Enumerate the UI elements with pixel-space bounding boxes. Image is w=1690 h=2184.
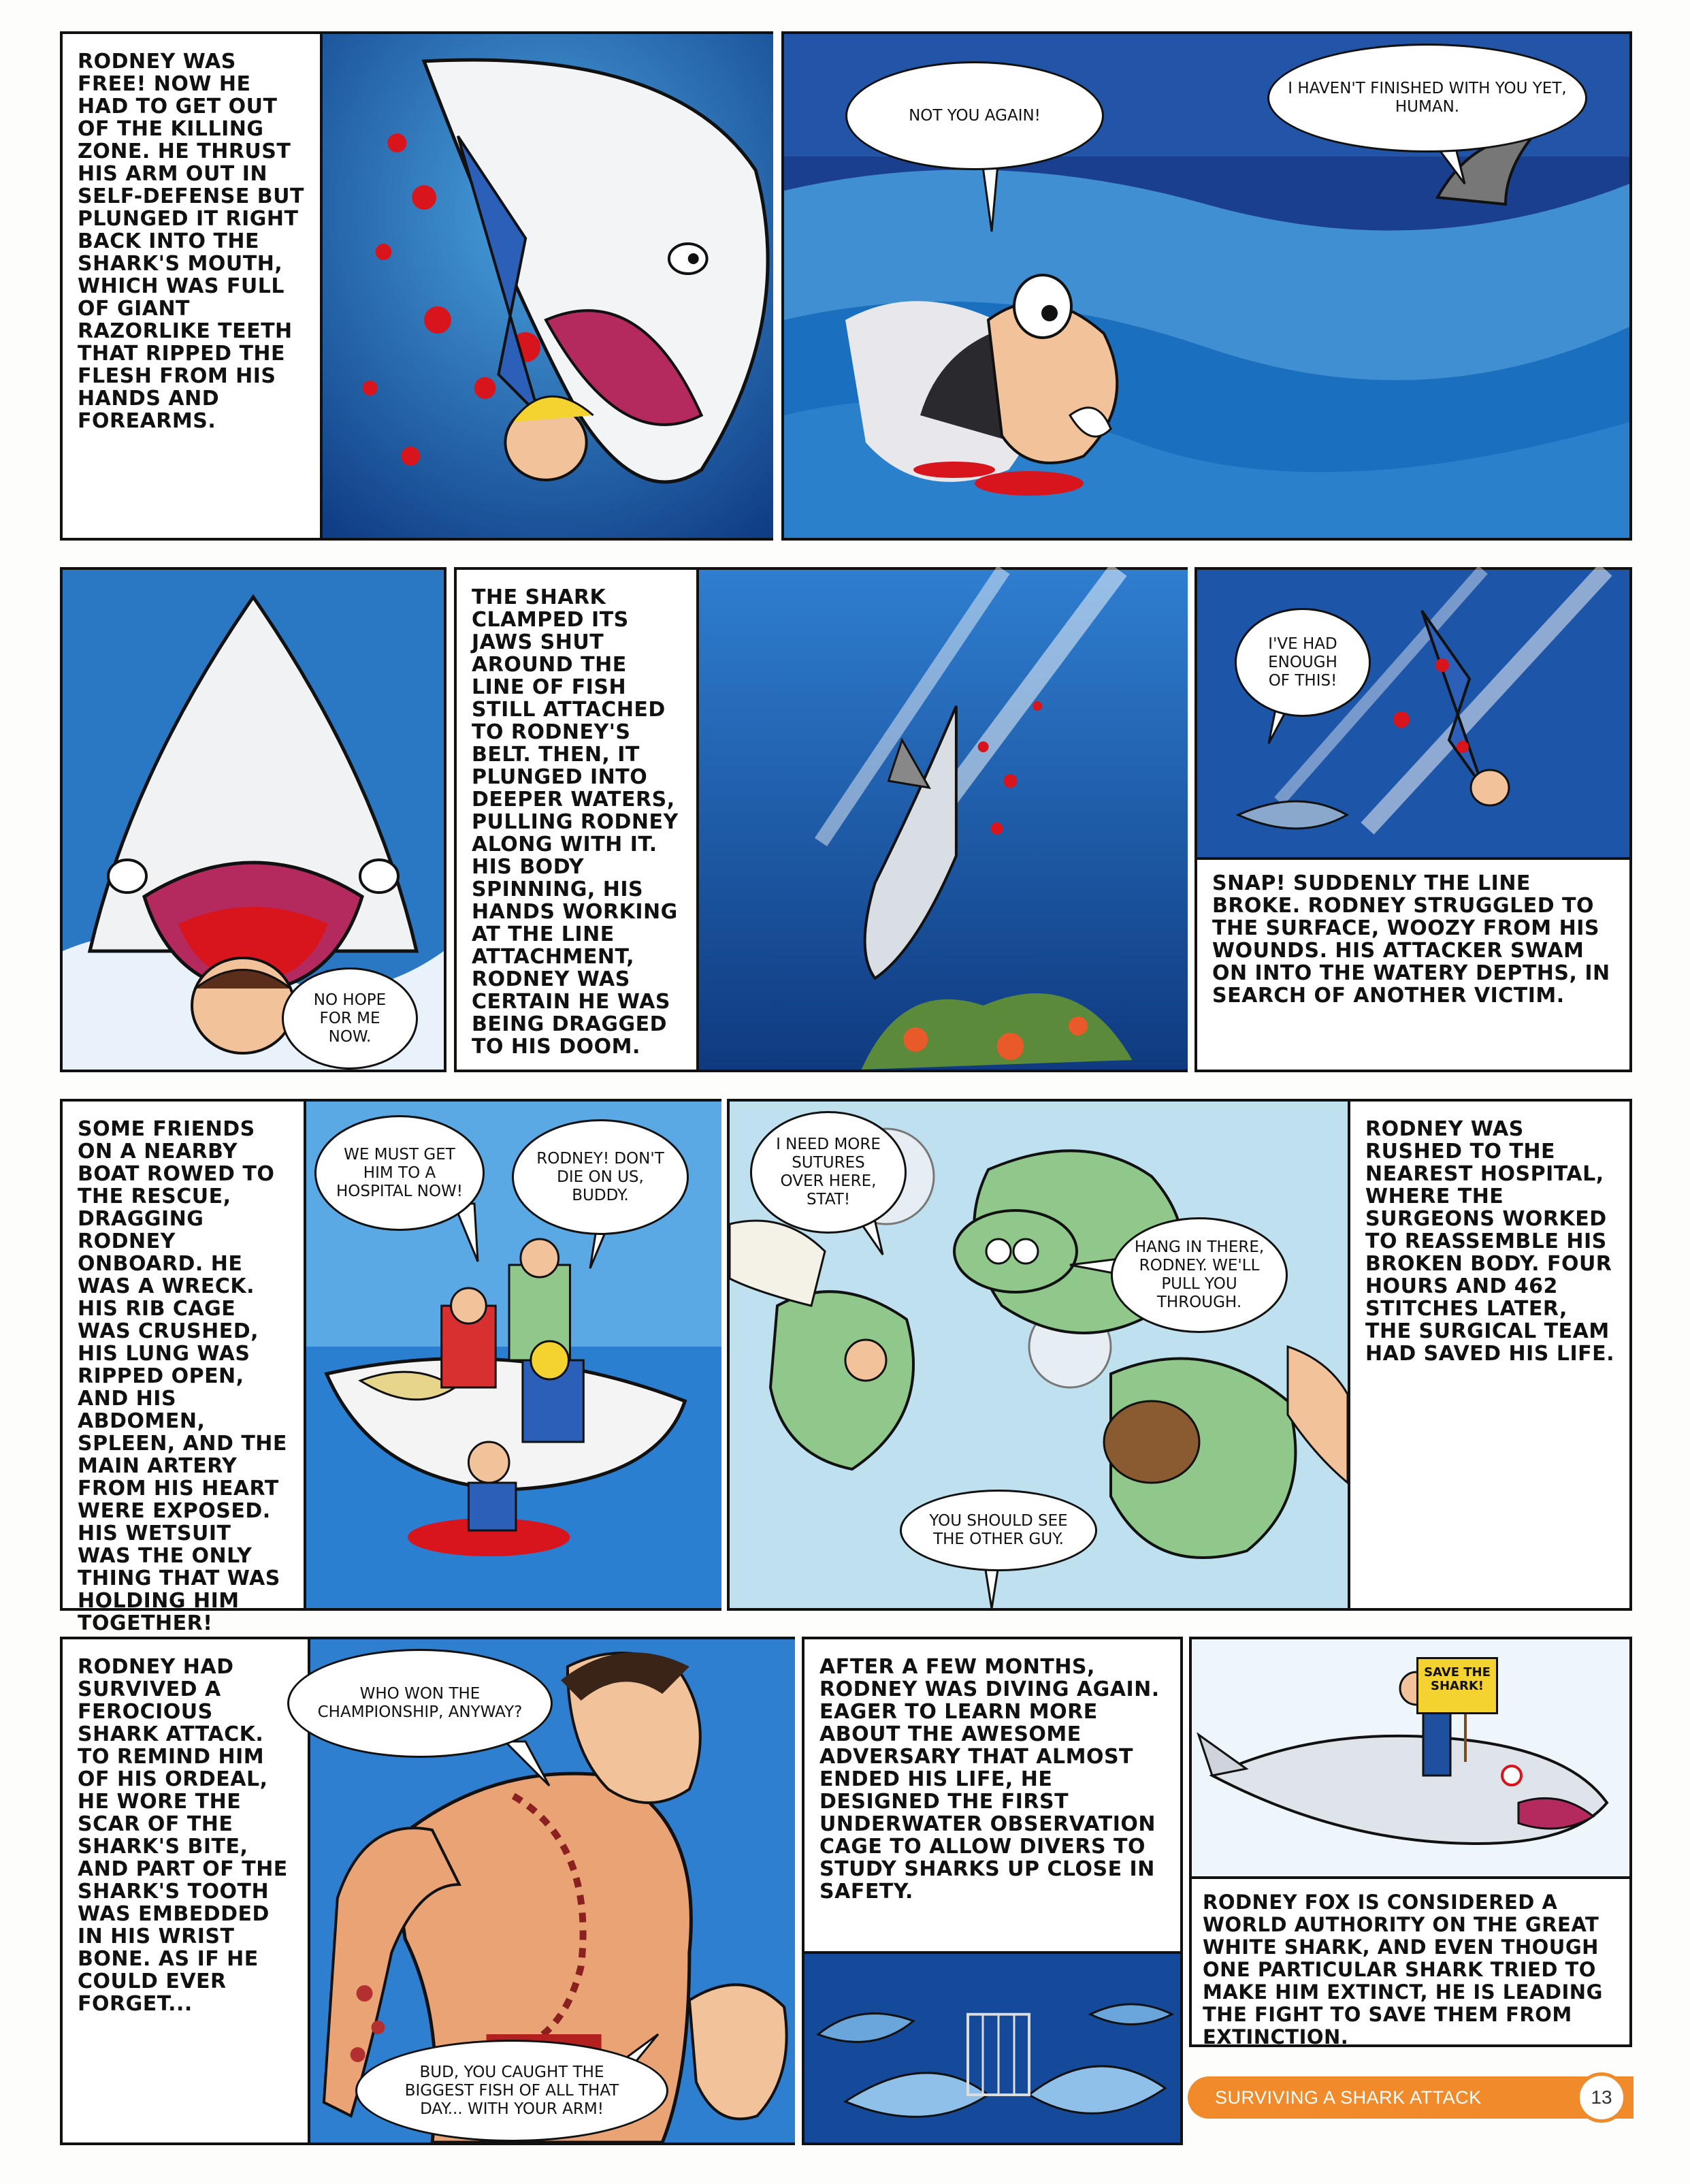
panel-5-art-surfacing: [1197, 570, 1629, 857]
panel-10-caption: RODNEY FOX IS CONSIDERED A WORLD AUTHORITY ON THE GREAT WHITE SHARK, AND EVEN THOUGH ONE PARTICULAR SHARK TRIED TO MAKE HIM EXTINCT, HE IS LEADING THE FIGHT TO SAVE THEM FROM EXTINCTION.: [1192, 1876, 1629, 2044]
panel-2-bubble-2: I HAVEN'T FINISHED WITH YOU YET, HUMAN.: [1267, 44, 1587, 152]
panel-8-bubble-1: WHO WON THE CHAMPIONSHIP, ANYWAY?: [287, 1649, 553, 1758]
panel-6-bubble-2: RODNEY! DON'T DIE ON US, BUDDY.: [512, 1119, 689, 1235]
panel-6-caption: SOME FRIENDS ON A NEARBY BOAT ROWED TO THE RESCUE, DRAGGING RODNEY ONBOARD. HE WAS A WRECK. HIS RIB CAGE WAS CRUSHED, HIS LUNG WAS RIPPED OPEN, AND HIS ABDOMEN, SPLEEN, AND THE MAIN ARTERY FROM HIS HEART WERE EXPOSED. HIS WETSUIT WAS THE ONLY THING THAT WAS HOLDING HIM TOGETHER!: [78, 1117, 287, 1635]
panel-5-caption: SNAP! SUDDENLY THE LINE BROKE. RODNEY STRUGGLED TO THE SURFACE, WOOZY FROM HIS WOUNDS. HIS ATTACKER SWAM ON INTO THE WATERY DEPTHS, IN SEARCH OF ANOTHER VICTIM.: [1197, 857, 1629, 1070]
panel-7-bubble-1: I NEED MORE SUTURES OVER HERE, STAT!: [750, 1111, 907, 1234]
panel-7: [727, 1099, 1632, 1611]
panel-5-bubble-1: I'VE HAD ENOUGH OF THIS!: [1235, 608, 1371, 717]
panel-4-art-deep-dive: [696, 570, 1188, 1070]
panel-6: [60, 1099, 721, 1635]
panel-8-caption: RODNEY HAD SURVIVED A FEROCIOUS SHARK ATTACK. TO REMIND HIM OF HIS ORDEAL, HE WORE THE SCAR OF THE SHARK'S BITE, AND PART OF THE SHARK'S TOOTH WAS EMBEDDED IN HIS WRIST BONE. AS IF HE COULD EVER FORGET...: [78, 1655, 288, 2016]
panel-2-bubble-1: NOT YOU AGAIN!: [845, 61, 1104, 170]
panel-6-bubble-1: WE MUST GET HIM TO A HOSPITAL NOW!: [314, 1115, 485, 1231]
panel-4: [454, 567, 1188, 1072]
panel-8: [60, 1637, 795, 2145]
panel-1-caption: RODNEY WAS FREE! NOW HE HAD TO GET OUT OF THE KILLING ZONE. HE THRUST HIS ARM OUT IN SELF-DEFENSE BUT PLUNGED IT RIGHT BACK INTO THE SHARK'S MOUTH, WHICH WAS FULL OF GIANT RAZORLIKE TEETH THAT RIPPED THE FLESH FROM HIS HANDS AND FOREARMS.: [78, 50, 304, 433]
footer-title: SURVIVING A SHARK ATTACK: [1215, 2087, 1482, 2108]
footer-bar: [1188, 2076, 1634, 2119]
panel-7-bubble-3: YOU SHOULD SEE THE OTHER GUY.: [900, 1490, 1097, 1571]
panel-9-caption: AFTER A FEW MONTHS, RODNEY WAS DIVING AGAIN. EAGER TO LEARN MORE ABOUT THE AWESOME ADVERSARY THAT ALMOST ENDED HIS LIFE, HE DESIGNED THE FIRST UNDERWATER OBSERVATION CAGE TO ALLOW DIVERS TO STUDY SHARKS UP CLOSE IN SAFETY.: [819, 1655, 1160, 1904]
panel-1: [60, 31, 773, 541]
page-number: 13: [1576, 2072, 1627, 2123]
panel-4-caption: THE SHARK CLAMPED ITS JAWS SHUT AROUND THE LINE OF FISH STILL ATTACHED TO RODNEY'S BELT. THEN, IT PLUNGED INTO DEEPER WATERS, PULLING RODNEY ALONG WITH IT. HIS BODY SPINNING, HIS HANDS WORKING AT THE LINE ATTACHMENT, RODNEY WAS CERTAIN HE WAS BEING DRAGGED TO HIS DOOM.: [472, 585, 679, 1059]
panel-2: [781, 31, 1632, 541]
panel-9-art-shark-cage: [805, 1951, 1180, 2142]
panel-1-art-shark-bite: [320, 34, 773, 538]
panel-10: [1189, 1637, 1632, 2047]
panel-10-art-shark-ride: [1192, 1639, 1629, 1876]
panel-7-caption: RODNEY WAS RUSHED TO THE NEAREST HOSPITAL, WHERE THE SURGEONS WORKED TO REASSEMBLE HIS BROKEN BODY. FOUR HOURS AND 462 STITCHES LATER, THE SURGICAL TEAM HAD SAVED HIS LIFE.: [1348, 1102, 1629, 1608]
panel-3: [60, 567, 446, 1072]
save-the-shark-sign: SAVE THE SHARK!: [1416, 1657, 1498, 1714]
panel-3-bubble-1: NO HOPE FOR ME NOW.: [282, 967, 418, 1070]
panel-7-bubble-2: HANG IN THERE, RODNEY. WE'LL PULL YOU THROUGH.: [1111, 1217, 1288, 1333]
panel-9: [802, 1637, 1183, 2145]
panel-5: [1195, 567, 1632, 1072]
panel-8-bubble-1-tail: [498, 1741, 553, 1789]
panel-8-bubble-2: BUD, YOU CAUGHT THE BIGGEST FISH OF ALL THAT DAY... WITH YOUR ARM!: [355, 2040, 668, 2142]
